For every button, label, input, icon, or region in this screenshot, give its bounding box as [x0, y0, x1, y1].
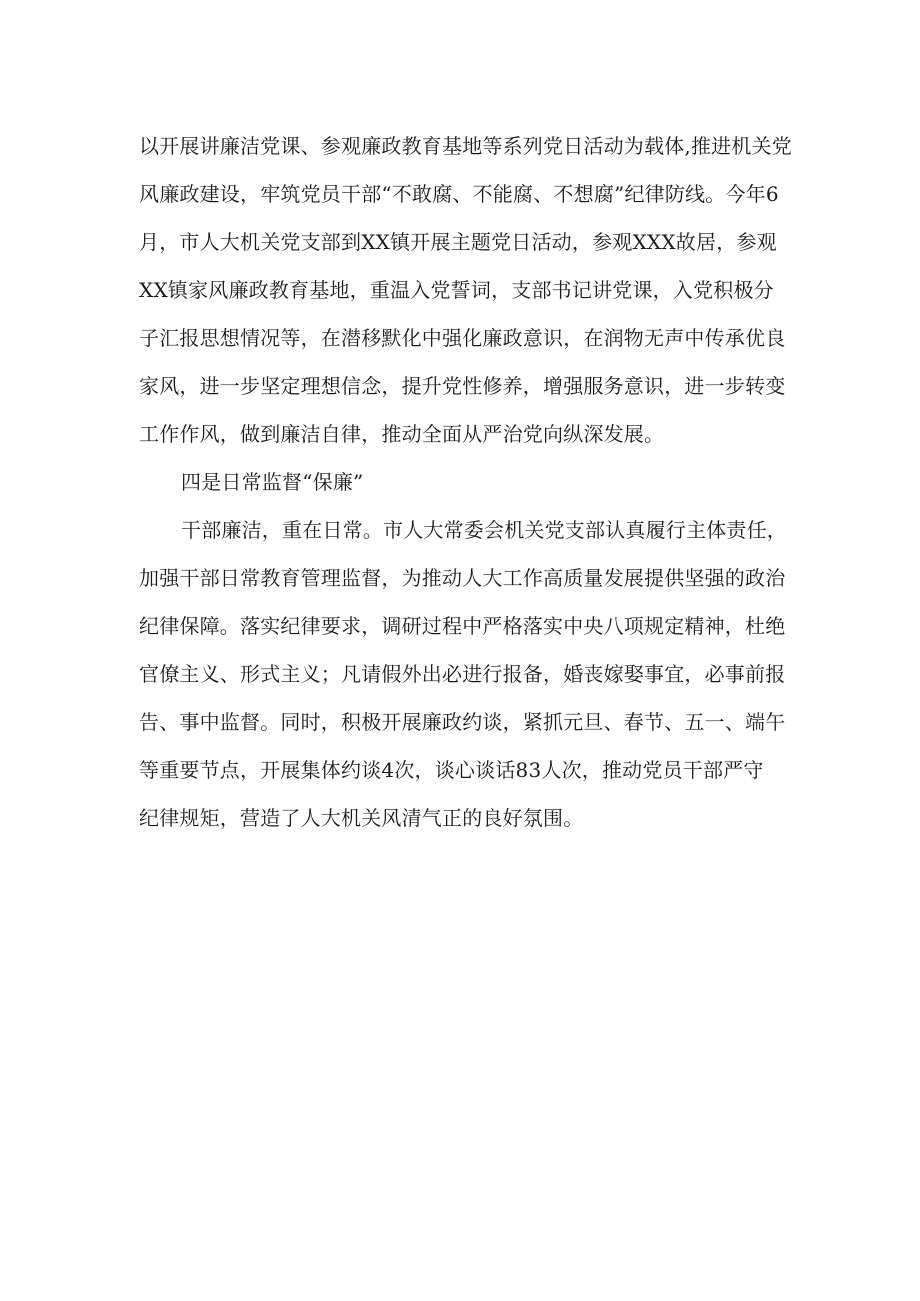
section-heading: 四是日常监督“保廉” [181, 470, 364, 494]
paragraph-2-line-5: 告、事中监督。同时，积极开展廉政约谈，紧抓元旦、春节、五一、端午 [139, 710, 786, 734]
paragraph-1-line-3: 月，市人大机关党支部到XX镇开展主题党日活动，参观XXX故居，参观 [139, 230, 777, 254]
paragraph-2-line-6: 等重要节点，开展集体约谈4次，谈心谈话83人次，推动党员干部严守 [139, 758, 764, 782]
paragraph-2-line-4: 官僚主义、形式主义；凡请假外出必进行报备，婚丧嫁娶事宜，必事前报 [139, 662, 786, 686]
paragraph-1-line-1: 以开展讲廉洁党课、参观廉政教育基地等系列党日活动为载体,推进机关党 [139, 134, 792, 158]
paragraph-1-line-5: 子汇报思想情况等，在潜移默化中强化廉政意识，在润物无声中传承优良 [139, 326, 786, 350]
paragraph-2-line-2: 加强干部日常教育管理监督，为推动人大工作高质量发展提供坚强的政治 [139, 566, 786, 590]
paragraph-1-line-2: 风廉政建设，牢筑党员干部“不敢腐、不能腐、不想腐”纪律防线。今年6 [139, 182, 779, 206]
paragraph-1-line-6: 家风，进一步坚定理想信念，提升党性修养，增强服务意识，进一步转变 [139, 374, 786, 398]
paragraph-2-line-3: 纪律保障。落实纪律要求，调研过程中严格落实中央八项规定精神，杜绝 [139, 614, 786, 638]
paragraph-1-line-4: XX镇家风廉政教育基地，重温入党誓词，支部书记讲党课，入党积极分 [139, 278, 774, 302]
paragraph-1-line-7: 工作作风，做到廉洁自律，推动全面从严治党向纵深发展。 [139, 422, 665, 446]
paragraph-2-line-7: 纪律规矩，营造了人大机关风清气正的良好氛围。 [139, 806, 584, 830]
paragraph-2-line-1: 干部廉洁，重在日常。市人大常委会机关党支部认真履行主体责任， [181, 518, 787, 542]
